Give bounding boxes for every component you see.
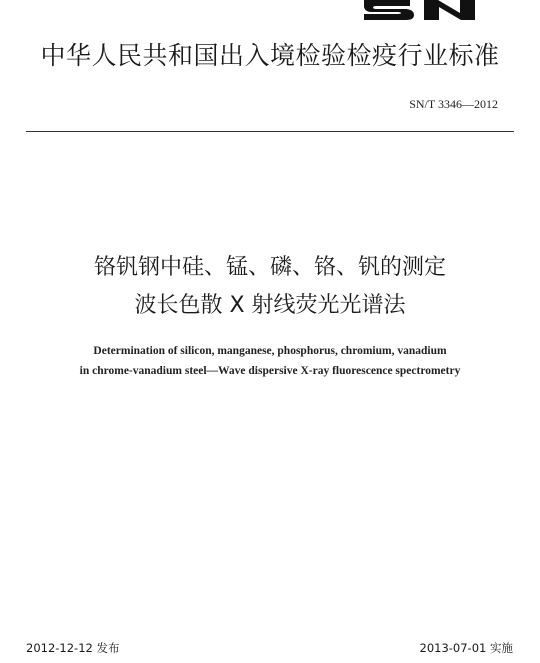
issue-date: 2012-12-12 发布 [26,641,120,655]
implementation-date: 2013-07-01 实施 [419,641,513,655]
title-chinese-line-2: 波长色散 X 射线荧光光谱法 [134,293,406,318]
header-divider [26,131,514,132]
standard-number: SN/T 3346—2012 [409,97,498,111]
title-english-line-1: Determination of silicon, manganese, phosphorus, chromium, vanadium [93,345,447,357]
standard-category-heading: 中华人民共和国出入境检验检疫行业标准 [40,41,500,70]
sn-logo [362,0,477,20]
title-chinese-line-1: 铬钒钢中硅、锰、磷、铬、钒的测定 [93,255,446,280]
title-english-line-2: in chrome-vanadium steel—Wave dispersive X-ray fluorescence spectrometry [79,365,461,377]
sn-logo-graphic [362,0,477,20]
